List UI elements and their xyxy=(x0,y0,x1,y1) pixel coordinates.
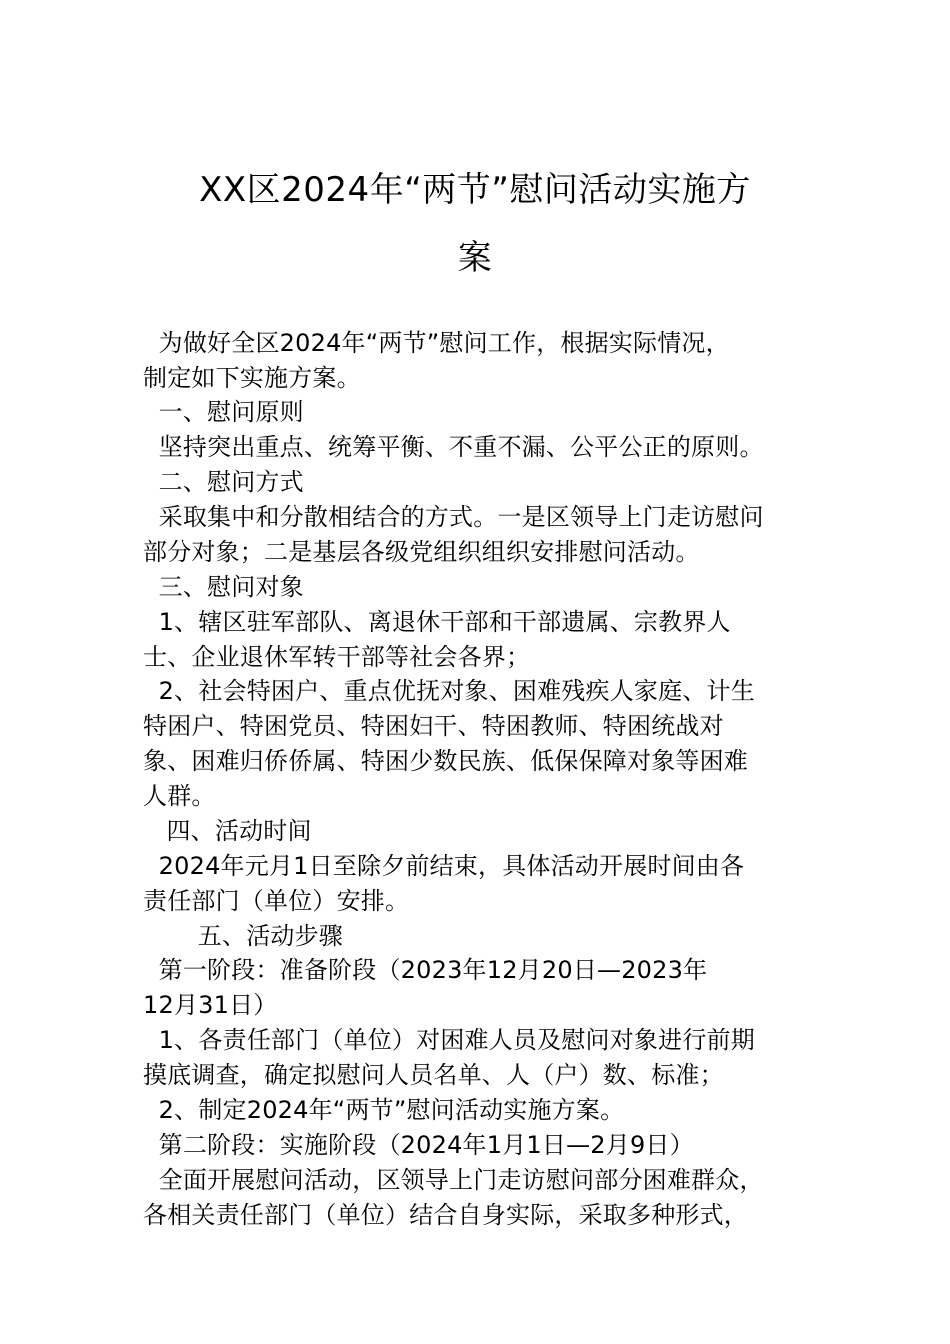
section-heading: 四、活动时间 xyxy=(143,817,312,845)
body-line: 为做好全区2024年“两节”慰问工作，根据实际情况， xyxy=(143,329,730,357)
document-title-line-2: 案 xyxy=(457,238,493,278)
body-line: 象、困难归侨侨属、特困少数民族、低保保障对象等困难 xyxy=(143,747,748,775)
body-line: 士、企业退休军转干部等社会各界； xyxy=(143,643,531,671)
body-line: 摸底调查，确定拟慰问人员名单、人（户）数、标准； xyxy=(143,1061,724,1089)
body-line: 2、制定2024年“两节”慰问活动实施方案。 xyxy=(143,1096,625,1124)
body-line: 全面开展慰问活动，区领导上门走访慰问部分困难群众， xyxy=(143,1166,764,1194)
document-title-line-1: XX区2024年“两节”慰问活动实施方 xyxy=(199,170,751,210)
body-line: 第二阶段：实施阶段（2024年1月1日—2月9日） xyxy=(143,1131,694,1159)
section-heading: 三、慰问对象 xyxy=(143,573,304,601)
body-line: 坚持突出重点、统筹平衡、不重不漏、公平公正的原则。 xyxy=(143,433,764,461)
section-heading: 二、慰问方式 xyxy=(143,468,304,496)
body-line: 第一阶段：准备阶段（2023年12月20日—2023年 xyxy=(143,956,708,984)
section-heading: 五、活动步骤 xyxy=(143,922,344,950)
body-line: 制定如下实施方案。 xyxy=(143,364,361,392)
body-line: 特困户、特困党员、特困妇干、特困教师、特困统战对 xyxy=(143,712,724,740)
body-line: 部分对象；二是基层各级党组织组织安排慰问活动。 xyxy=(143,538,700,566)
body-line: 2、社会特困户、重点优抚对象、困难残疾人家庭、计生 xyxy=(143,677,755,705)
body-line: 采取集中和分散相结合的方式。一是区领导上门走访慰问 xyxy=(143,503,764,531)
body-line: 2024年元月1日至除夕前结束，具体活动开展时间由各 xyxy=(143,852,745,880)
body-line: 人群。 xyxy=(143,782,216,810)
body-line: 各相关责任部门（单位）结合自身实际，采取多种形式， xyxy=(143,1201,748,1229)
body-line: 1、各责任部门（单位）对困难人员及慰问对象进行前期 xyxy=(143,1026,755,1054)
section-heading: 一、慰问原则 xyxy=(143,398,304,426)
body-line: 责任部门（单位）安排。 xyxy=(143,887,410,915)
body-line: 1、辖区驻军部队、离退休干部和干部遗属、宗教界人 xyxy=(143,608,731,636)
body-line: 12月31日） xyxy=(143,991,278,1019)
